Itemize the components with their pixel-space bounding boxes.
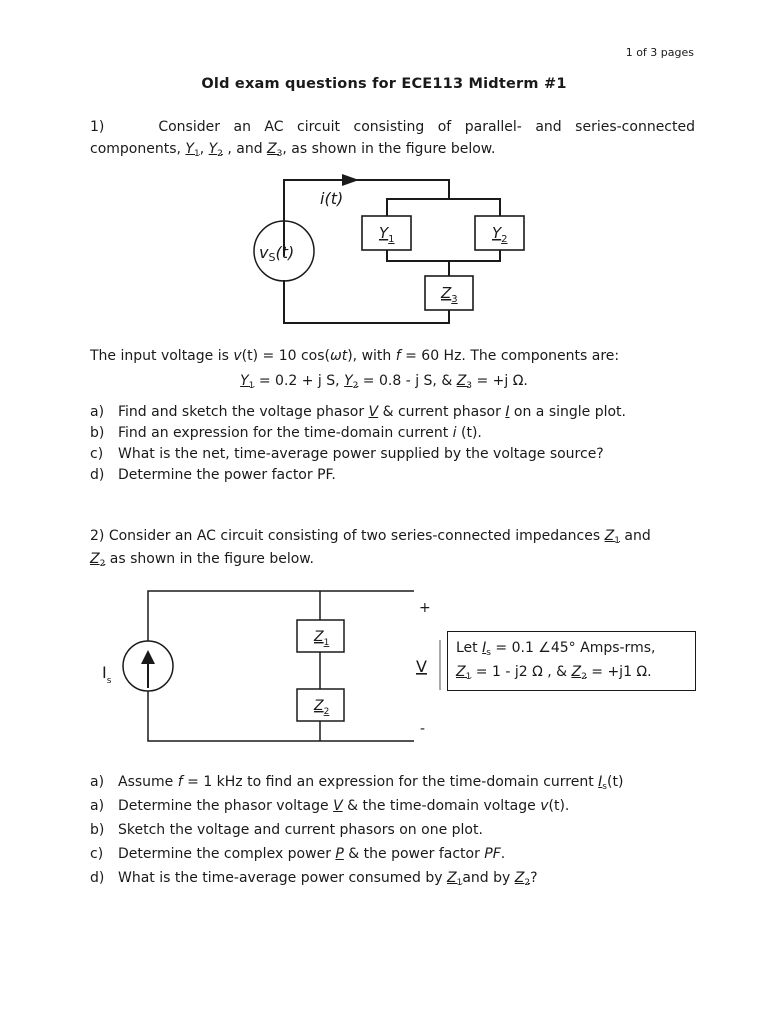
q2-plus-label: + <box>419 600 431 616</box>
q1-y1-label: $Y_1$ <box>379 224 395 245</box>
q2-question-d: d) What is the time-average power consumed by $Z_1and$ by $Z_2$? <box>90 870 538 888</box>
q2-given-line1: Let $I_s = 0.1$ ∠45° Amps-rms, <box>456 640 656 658</box>
q1-component-values: $Y_1 = 0.2 + j$ S, $Y_2 = 0.8 - j$ S, & $Z_3 = +j$ Ω. <box>240 373 528 391</box>
q1-intro-line1: 1) Consider an AC circuit consisting of parallel- and series-connected <box>90 119 695 135</box>
q2-given-values-box <box>447 631 696 691</box>
page-count: 1 of 3 pages <box>625 46 694 59</box>
q2-z1-label: $Z_1$ <box>314 629 330 648</box>
q2-z2-label: $Z_2$ <box>314 698 330 717</box>
q2-question-c: c) Determine the complex power P & the power factor PF. <box>90 846 506 862</box>
q2-question-b: b) Sketch the voltage and current phasors on one plot. <box>90 822 483 838</box>
q1-z3-label: $Z_3$ <box>441 284 458 305</box>
q2-question-a2: a) Determine the phasor voltage V & the time-domain voltage v(t). <box>90 798 570 814</box>
q2-v-label: V <box>416 657 427 676</box>
q1-question-d: d) Determine the power factor PF. <box>90 467 336 483</box>
q2-source-arrow-icon <box>141 650 155 688</box>
q1-question-b: b) Find an expression for the time-domain current i (t). <box>90 425 482 441</box>
page-title: Old exam questions for ECE113 Midterm #1 <box>201 76 567 92</box>
q1-question-c: c) What is the net, time-average power supplied by the voltage source? <box>90 446 604 462</box>
q2-given-line2: $Z_1 = 1 - j2$ Ω , & $Z_2 = +j1$ Ω. <box>456 664 652 682</box>
q1-y2-label: $Y_2$ <box>492 224 508 245</box>
q1-input-voltage: The input voltage is v(t) = 10 cos(ωt), with f = 60 Hz. The components are: <box>90 348 620 364</box>
q2-intro-line2: $Z_2$ as shown in the figure below. <box>90 551 314 569</box>
q1-question-a: a) Find and sketch the voltage phasor V & current phasor I on a single plot. <box>90 404 626 420</box>
q1-intro-line2: components, $Y_1$, $Y_2$ , and $Z_3$, as shown in the figure below. <box>90 141 496 159</box>
q2-intro-line1: 2) Consider an AC circuit consisting of two series-connected impedances $Z_1$ and <box>90 528 651 546</box>
q2-question-a1: a) Assume f = 1 kHz to find an expression for the time-domain current $I_s(t)$ <box>90 774 624 792</box>
q2-question-list <box>90 770 710 890</box>
q1-current-label: i(t) <box>320 189 344 208</box>
q2-wire-top <box>148 591 414 641</box>
q2-wire-bottom <box>148 691 414 741</box>
q2-source-label: $I_s$ <box>102 663 112 686</box>
q2-minus-label: - <box>420 721 426 737</box>
q1-source-label: vS(t) <box>259 243 295 264</box>
